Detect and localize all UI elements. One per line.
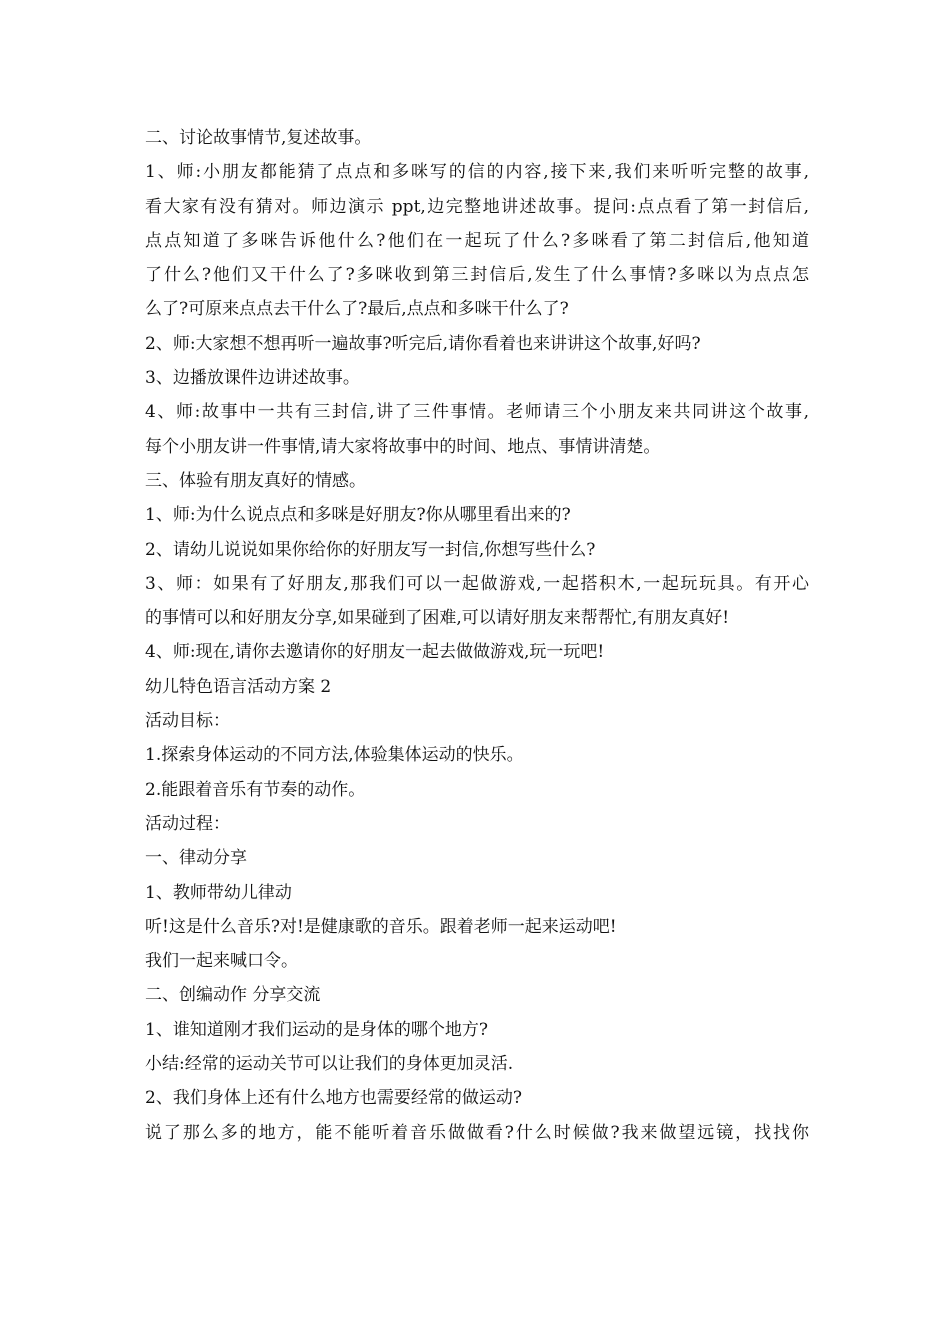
paragraph-line: 小结:经常的运动关节可以让我们的身体更加灵活. — [145, 1054, 514, 1075]
paragraph-line: 2、师:大家想不想再听一遍故事?听完后,请你看着也来讲讲这个故事,好吗? — [145, 333, 701, 354]
paragraph-line: 1、师:小朋友都能猜了点点和多咪写的信的内容,接下来,我们来听听完整的故事, — [145, 162, 809, 183]
document-subtitle: 幼儿特色语言活动方案 2 — [145, 676, 332, 697]
paragraph-line: 1、师:为什么说点点和多咪是好朋友?你从哪里看出来的? — [145, 505, 571, 526]
paragraph-line: 的事情可以和好朋友分享,如果碰到了困难,可以请好朋友来帮帮忙,有朋友真好! — [145, 608, 730, 629]
section-heading: 三、体验有朋友真好的情感。 — [145, 470, 366, 491]
document-body — [145, 121, 809, 1150]
paragraph-line: 4、师:现在,请你去邀请你的好朋友一起去做做游戏,玩一玩吧! — [145, 642, 605, 663]
section-heading: 一、律动分享 — [145, 848, 247, 869]
paragraph-line: 2、请幼儿说说如果你给你的好朋友写一封信,你想写些什么? — [145, 539, 596, 560]
paragraph-line: 点点知道了多咪告诉他什么?他们在一起玩了什么?多咪看了第二封信后,他知道 — [145, 230, 809, 251]
paragraph-line: 说了那么多的地方，能不能听着音乐做做看?什么时候做?我来做望远镜，找找你 — [145, 1122, 809, 1143]
paragraph-line: 每个小朋友讲一件事情,请大家将故事中的时间、地点、事情讲清楚。 — [145, 436, 661, 457]
paragraph-line: 了什么?他们又干什么了?多咪收到第三封信后,发生了什么事情?多咪以为点点怎 — [145, 265, 809, 286]
section-heading: 活动目标： — [145, 711, 230, 732]
paragraph-line: 2、我们身体上还有什么地方也需要经常的做运动? — [145, 1088, 522, 1109]
paragraph-line: 3、师：如果有了好朋友,那我们可以一起做游戏,一起搭积木,一起玩玩具。有开心 — [145, 573, 809, 594]
paragraph-line: 1、教师带幼儿律动 — [145, 882, 292, 903]
paragraph-line: 3、边播放课件边讲述故事。 — [145, 368, 360, 389]
paragraph-line: 听!这是什么音乐?对!是健康歌的音乐。跟着老师一起来运动吧! — [145, 916, 617, 937]
paragraph-line: 我们一起来喊口令。 — [145, 951, 298, 972]
section-heading: 活动过程： — [145, 813, 230, 834]
section-heading: 二、讨论故事情节,复述故事。 — [145, 128, 372, 148]
paragraph-line: 4、师:故事中一共有三封信,讲了三件事情。老师请三个小朋友来共同讲这个故事, — [145, 402, 809, 423]
paragraph-line: 看大家有没有猜对。师边演示 ppt,边完整地讲述故事。提问:点点看了第一封信后, — [145, 196, 809, 217]
paragraph-line: 1、谁知道刚才我们运动的是身体的哪个地方? — [145, 1019, 488, 1040]
paragraph-line: 1.探索身体运动的不同方法,体验集体运动的快乐。 — [145, 745, 524, 766]
section-heading: 二、创编动作 分享交流 — [145, 985, 321, 1006]
paragraph-line: 2.能跟着音乐有节奏的动作。 — [145, 779, 366, 800]
paragraph-line: 么了?可原来点点去干什么了?最后,点点和多咪干什么了? — [145, 299, 569, 320]
